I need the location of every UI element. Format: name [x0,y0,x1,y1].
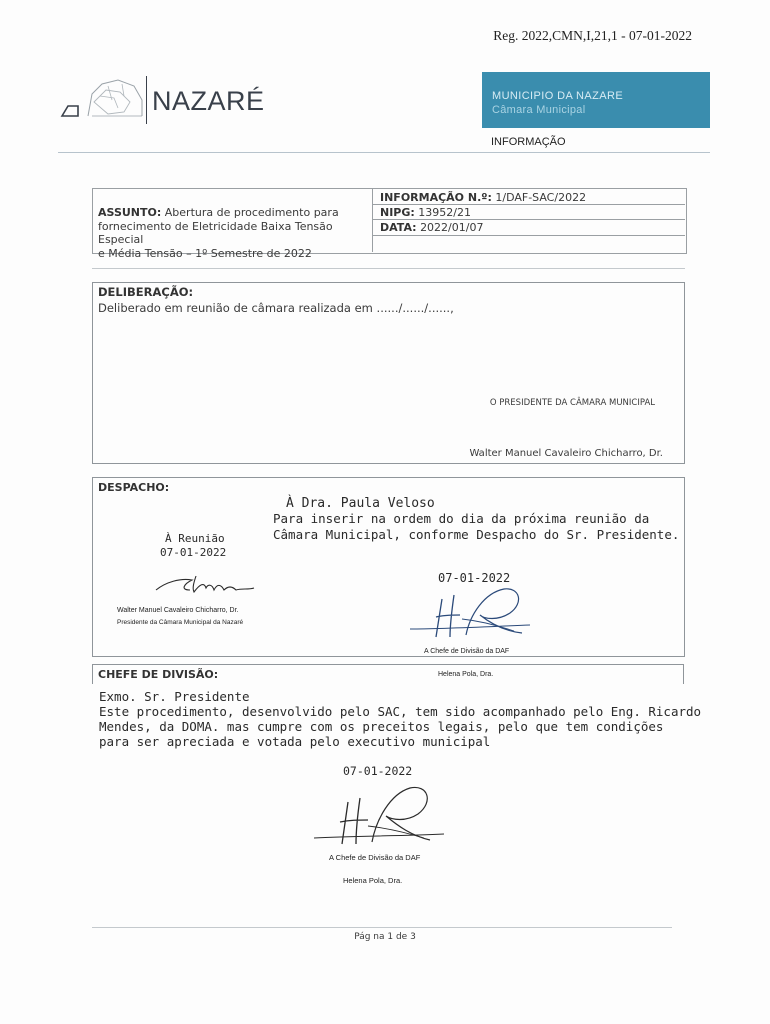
page-number: Pág na 1 de 3 [354,932,416,942]
subject-text-line1: Abertura de procedimento para [164,206,339,219]
division-body-line2: Mendes, da DOMA. mas cumpre com os preceitos legais, pelo que tem condições [99,719,664,734]
subject-table-divider [372,188,373,252]
president-role: O PRESIDENTE DA CÂMARA MUNICIPAL [489,398,655,408]
info-number-label: INFORMAÇÃO N.º: [380,191,492,204]
president-signature [150,568,270,598]
chefe-role-top: A Chefe de Divisão da DAF [424,648,510,655]
division-head-label: CHEFE DE DIVISÃO: [98,668,219,681]
municipio-subtitle: Câmara Municipal [492,104,586,116]
subject-cell [98,206,370,260]
registration-reference: Reg. 2022,CMN,I,21,1 - 07-01-2022 [493,28,692,43]
meeting-date: 07-01-2022 [160,546,227,559]
info-number-value: 1/DAF-SAC/2022 [495,191,587,204]
division-body-line1: Este procedimento, desenvolvido pelo SAC, tem sido acompanhado pelo Eng. Ricardo [99,704,702,719]
nipg-label: NIPG: [380,206,415,219]
nipg-row [380,206,471,219]
deliberation-label: DELIBERAÇÃO: [98,285,194,299]
info-number-row [380,191,586,204]
dispatch-date: 07-01-2022 [438,571,511,585]
division-head-name: Helena Pola, Dra. [343,876,403,885]
footer-divider [92,927,672,928]
dispatch-body-line2: Câmara Municipal, conforme Despacho do Sr. Presidente. [273,527,680,542]
president-signer-name: Walter Manuel Cavaleiro Chicharro, Dr. [117,607,239,614]
division-body-line3: para ser apreciada e votada pelo executivo municipal [99,734,491,749]
municipio-banner [482,72,710,128]
nazare-logo-icon [58,72,148,128]
subject-text-line3: e Média Tensão – 1º Semestre de 2022 [98,246,312,260]
division-greeting: Exmo. Sr. Presidente [99,689,250,704]
subject-text-line2: fornecimento de Eletricidade Baixa Tensão Especial [98,219,333,246]
division-head-role: A Chefe de Divisão da DAF [329,853,421,862]
section-divider [92,268,685,269]
nipg-value: 13952/21 [418,206,471,219]
deliberation-text: Deliberado em reunião de câmara realizada em ....../....../......, [98,301,454,315]
dispatch-label: DESPACHO: [98,481,170,494]
date-value: 2022/01/07 [420,221,484,234]
logo-divider [146,76,147,124]
date-row [380,221,483,234]
municipio-title: MUNICIPIO DA NAZARE [492,90,624,102]
chefe-name-top: Helena Pola, Dra. [438,671,494,678]
chefe-signature-top [400,585,540,645]
president-signer-role: Presidente da Câmara Municipal da Nazaré [117,619,244,626]
meeting-label: À Reunião [165,532,225,545]
logo-wordmark: NAZARÉ [152,86,265,116]
chefe-signature-bottom [312,784,452,850]
president-name: Walter Manuel Cavaleiro Chicharro, Dr. [469,448,663,459]
division-date: 07-01-2022 [343,764,413,778]
date-label: DATA: [380,221,417,234]
header-divider [58,152,710,153]
document-type: INFORMAÇÃO [491,136,566,148]
subject-label: ASSUNTO: [98,206,162,219]
dispatch-recipient: À Dra. Paula Veloso [286,496,435,511]
dispatch-body-line1: Para inserir na ordem do dia da próxima reunião da [273,511,650,526]
